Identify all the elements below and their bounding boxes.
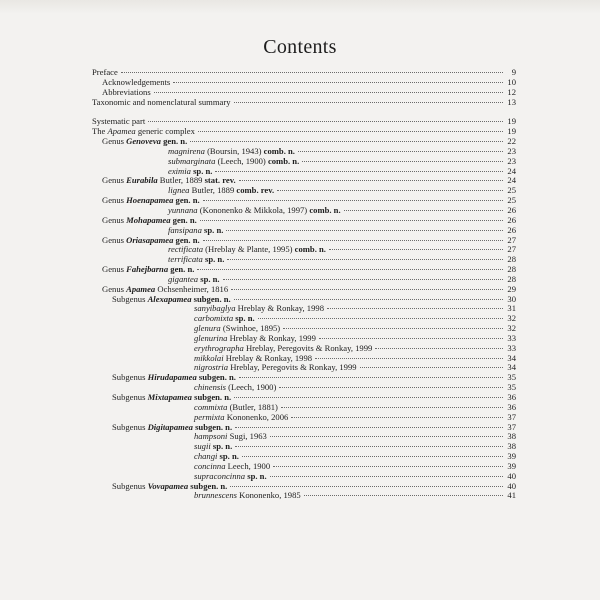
dot-leader (190, 141, 503, 142)
toc-entry-text: Hreblay & Ronkay, 1998 (223, 352, 313, 363)
toc-entry (92, 491, 516, 501)
toc-entry-text: Kononenko, 1985 (236, 490, 301, 501)
dot-leader (203, 240, 503, 241)
toc-page-number: 19 (507, 126, 516, 137)
toc-entry-text: Genus (102, 195, 127, 206)
toc-entry-text: The (92, 126, 108, 137)
dot-leader (298, 151, 503, 152)
toc-entry-text: subgen. n. (191, 392, 232, 402)
toc-entry-text: permixta (194, 411, 225, 422)
dot-leader (223, 279, 503, 280)
toc-entry-text: Acknowledgements (102, 76, 171, 87)
toc-entry-text: Butler, 1889 (157, 175, 205, 186)
toc-entry (92, 157, 516, 167)
toc-entry-text: brunnescens (194, 490, 237, 501)
toc-entry-text: Systematic part (92, 116, 146, 127)
toc-entry-text: Hreblay, Peregovits & Ronkay, 1999 (228, 362, 357, 373)
toc-entry (92, 137, 516, 147)
toc-page-number: 38 (507, 431, 516, 442)
toc-page-number: 27 (507, 244, 516, 255)
toc-entry-text: Apamea (126, 283, 156, 294)
toc-entry (92, 393, 516, 403)
toc-entry-text: stat. rev. (204, 175, 236, 186)
toc-entry-text: subgen. n. (196, 372, 236, 383)
toc-entry-text: (Swinhoe, 1895) (220, 323, 281, 334)
dot-leader (279, 387, 503, 388)
toc-entry-text: Leech, 1900 (225, 460, 271, 471)
toc-page-number: 33 (507, 342, 516, 353)
dot-leader (283, 328, 503, 329)
toc-entry-text: comb. n. (294, 244, 326, 255)
dot-leader (154, 92, 503, 93)
toc-page-number: 37 (507, 411, 516, 422)
toc-entry-text: Taxonomic and nomenclatural summary (92, 96, 231, 107)
toc-entry-text: Digitapamea (147, 421, 193, 432)
toc-page-number: 28 (507, 264, 516, 275)
toc-entry-text: hampsoni (194, 431, 228, 442)
dot-leader (291, 417, 503, 418)
dot-leader (234, 102, 503, 103)
toc-entry-text: (Leech, 1900) (215, 155, 268, 166)
toc-page-number: 29 (507, 283, 516, 294)
toc-entry-text: commixta (194, 401, 228, 412)
toc-entry-text: submarginata (168, 155, 216, 166)
toc-page-number: 30 (507, 293, 516, 304)
toc-entry-text: sp. n. (190, 165, 213, 176)
toc-entry-text: nigrostria (194, 362, 229, 373)
toc-page-number: 35 (507, 372, 516, 383)
toc-entry-text: Subgenus (112, 392, 148, 402)
toc-entry-text: magnirena (168, 145, 205, 156)
toc-entry (92, 245, 516, 255)
toc-entry-text: Mohapamea (126, 214, 171, 225)
dot-leader (329, 249, 503, 250)
toc-entry-text: Alexapamea (147, 293, 192, 304)
table-of-contents (92, 68, 516, 501)
toc-entry-text: Preface (92, 67, 118, 77)
toc-entry-text: Genus (102, 136, 127, 147)
toc-entry-text: Subgenus (112, 421, 148, 432)
toc-entry-title (92, 98, 231, 108)
scan-shadow (0, 0, 600, 14)
dot-leader (277, 190, 503, 191)
toc-page-number: 9 (511, 67, 516, 77)
toc-entry (92, 462, 516, 472)
toc-page-number: 19 (507, 116, 516, 127)
toc-entry-text: Eurabila (126, 175, 158, 186)
toc-entry (92, 403, 516, 413)
toc-entry-text: Hreblay, Peregovits & Ronkay, 1999 (243, 342, 373, 353)
toc-entry-text: Ochsenheimer, 1816 (155, 283, 229, 294)
toc-page-number: 41 (507, 490, 516, 501)
toc-entry-text: Oriasapamea (126, 234, 174, 245)
toc-entry-text: rectificata (168, 244, 203, 255)
toc-entry-text: Fahejbarna (126, 264, 169, 275)
dot-leader (231, 289, 503, 290)
toc-entry-text: carbomixta (194, 313, 234, 324)
toc-entry-text: yunnana (168, 204, 198, 215)
toc-entry-text: (Boursin, 1943) (204, 145, 264, 156)
toc-entry-text: changi (194, 451, 218, 462)
toc-entry (92, 373, 516, 383)
toc-entry (92, 98, 516, 108)
toc-page-number: 28 (507, 273, 516, 284)
dot-leader (235, 446, 503, 447)
toc-entry (92, 147, 516, 157)
dot-leader (215, 171, 503, 172)
toc-page-number: 23 (507, 145, 516, 156)
dot-leader (226, 230, 503, 231)
dot-leader (360, 367, 503, 368)
toc-entry (92, 216, 516, 226)
toc-entry-text: glenura (194, 323, 221, 334)
dot-leader (344, 210, 503, 211)
toc-entry-text: sp. n. (202, 254, 225, 265)
dot-leader (235, 427, 503, 428)
toc-page-number: 38 (507, 441, 516, 452)
toc-entry (92, 176, 516, 186)
toc-entry-text: (Leech, 1900) (225, 382, 277, 393)
toc-page-number: 34 (507, 362, 516, 373)
dot-leader (121, 72, 503, 73)
dot-leader (239, 180, 503, 181)
toc-entry-text: comb. n. (267, 155, 300, 166)
toc-entry-text: fansipana (168, 224, 202, 235)
toc-entry-text: (Kononenko & Mikkola, 1997) (197, 204, 310, 215)
toc-entry (92, 304, 516, 314)
dot-leader (270, 436, 503, 437)
toc-entry-text: Hreblay & Ronkay, 1998 (235, 303, 324, 314)
dot-leader (270, 476, 503, 477)
dot-leader (227, 259, 503, 260)
toc-entry-text: subgen. n. (188, 480, 228, 491)
toc-page-number: 10 (507, 76, 516, 87)
toc-entry-text: Abbreviations (102, 86, 151, 97)
toc-entry-text: (Butler, 1881) (227, 401, 278, 412)
toc-entry-text: sp. n. (210, 441, 233, 452)
toc-entry-text: Hreblay & Ronkay, 1999 (227, 332, 316, 343)
toc-entry-text: gen. n. (173, 195, 200, 206)
toc-page-number: 27 (507, 234, 516, 245)
toc-entry-text: Hoenapamea (126, 195, 174, 206)
toc-entry-text: lignea (168, 185, 190, 196)
toc-entry-text: Subgenus (112, 480, 148, 491)
toc-entry-text: sugii (194, 441, 211, 452)
toc-entry (92, 78, 516, 88)
toc-page-number: 22 (507, 136, 516, 147)
toc-entry-text: sanyibaglya (194, 303, 236, 314)
toc-entry-text: Hirudapamea (147, 372, 197, 383)
toc-entry-text: comb. rev. (236, 185, 275, 196)
toc-entry-text: chinensis (194, 382, 226, 393)
dot-leader (173, 82, 503, 83)
toc-entry-text: terrificata (168, 254, 203, 265)
toc-page-number: 36 (507, 392, 516, 402)
toc-entry-text: sp. n. (198, 273, 220, 284)
toc-entry-text: Mixtapamea (147, 392, 192, 402)
toc-entry-text: subgen. n. (191, 293, 231, 304)
toc-page-number: 39 (507, 460, 516, 471)
toc-entry-text: Sugi, 1963 (227, 431, 267, 442)
toc-entry-text: sp. n. (233, 313, 255, 324)
toc-page-number: 32 (507, 323, 516, 334)
toc-entry-text: comb. n. (309, 204, 341, 215)
toc-page-number: 13 (507, 96, 516, 107)
toc-entry-text: comb. n. (263, 145, 295, 156)
toc-page-number: 40 (507, 480, 516, 491)
toc-page-number: 26 (507, 204, 516, 215)
toc-entry-text: gen. n. (170, 214, 197, 225)
toc-entry-title (194, 491, 301, 501)
dot-leader (304, 495, 503, 496)
toc-page-number: 23 (507, 155, 516, 166)
toc-entry-text: sp. n. (217, 451, 239, 462)
dot-leader (315, 358, 503, 359)
toc-page-number: 35 (507, 382, 516, 393)
toc-page-number: 36 (507, 401, 516, 412)
toc-page-number: 24 (507, 165, 516, 176)
toc-entry (92, 442, 516, 452)
toc-page-number: 26 (507, 224, 516, 235)
dot-leader (375, 348, 503, 349)
toc-entry-text: sp. n. (245, 470, 267, 481)
toc-page-number: 37 (507, 421, 516, 432)
toc-entry-text: Genoveva (126, 136, 161, 147)
page-title: Contents (263, 36, 337, 58)
toc-entry-text: sp. n. (201, 224, 224, 235)
toc-entry-text: Genus (102, 214, 127, 225)
toc-entry (92, 432, 516, 442)
dot-leader (273, 466, 503, 467)
toc-entry-text: gen. n. (173, 234, 200, 245)
dot-leader (327, 308, 503, 309)
toc-page-number: 40 (507, 470, 516, 481)
toc-page-number: 12 (507, 86, 516, 97)
dot-leader (302, 161, 503, 162)
dot-leader (200, 220, 503, 221)
dot-leader (203, 200, 503, 201)
dot-leader (230, 486, 503, 487)
toc-entry-text: Apamea (107, 126, 136, 137)
dot-leader (198, 131, 503, 132)
toc-page-number: 33 (507, 332, 516, 343)
toc-entry (92, 452, 516, 462)
dot-leader (319, 338, 503, 339)
toc-page-number: 25 (507, 195, 516, 206)
toc-entry-text: eximia (168, 165, 191, 176)
toc-entry-text: glenurina (194, 332, 228, 343)
toc-entry (92, 482, 516, 492)
toc-page-number: 24 (507, 175, 516, 186)
toc-entry-text: concinna (194, 460, 226, 471)
toc-page-number: 32 (507, 313, 516, 324)
toc-page-number: 28 (507, 254, 516, 265)
toc-entry-text: supraconcinna (194, 470, 246, 481)
toc-page-number: 25 (507, 185, 516, 196)
toc-entry-text: Genus (102, 234, 127, 245)
toc-entry-text: subgen. n. (192, 421, 233, 432)
toc-entry (92, 423, 516, 433)
dot-leader (197, 269, 503, 270)
toc-entry-text: generic complex (135, 126, 195, 137)
toc-page-number: 26 (507, 214, 516, 225)
toc-page-number: 39 (507, 451, 516, 462)
dot-leader (258, 318, 503, 319)
toc-entry-text: Genus (102, 283, 127, 294)
toc-entry-text: Vovapamea (147, 480, 189, 491)
toc-entry-text: gigantea (168, 273, 199, 284)
dot-leader (234, 299, 503, 300)
toc-entry-text: Butler, 1889 (189, 185, 237, 196)
toc-entry (92, 314, 516, 324)
toc-entry-text: Kononenko, 2006 (224, 411, 289, 422)
toc-entry-text: gen. n. (160, 136, 188, 147)
toc-page-number: 34 (507, 352, 516, 363)
toc-entry-text: erythrographa (194, 342, 244, 353)
toc-entry-text: Genus (102, 264, 127, 275)
toc-entry-text: Subgenus (112, 372, 148, 383)
toc-entry (92, 265, 516, 275)
dot-leader (239, 377, 503, 378)
dot-leader (234, 397, 503, 398)
toc-entry-text: Genus (102, 175, 127, 186)
toc-page-number: 31 (507, 303, 516, 314)
toc-entry-text: mikkolai (194, 352, 224, 363)
dot-leader (242, 456, 503, 457)
toc-entry-text: (Hreblay & Plante, 1995) (203, 244, 295, 255)
dot-leader (281, 407, 503, 408)
dot-leader (148, 121, 503, 122)
toc-entry-text: gen. n. (168, 264, 195, 275)
toc-entry-text: Subgenus (112, 293, 148, 304)
